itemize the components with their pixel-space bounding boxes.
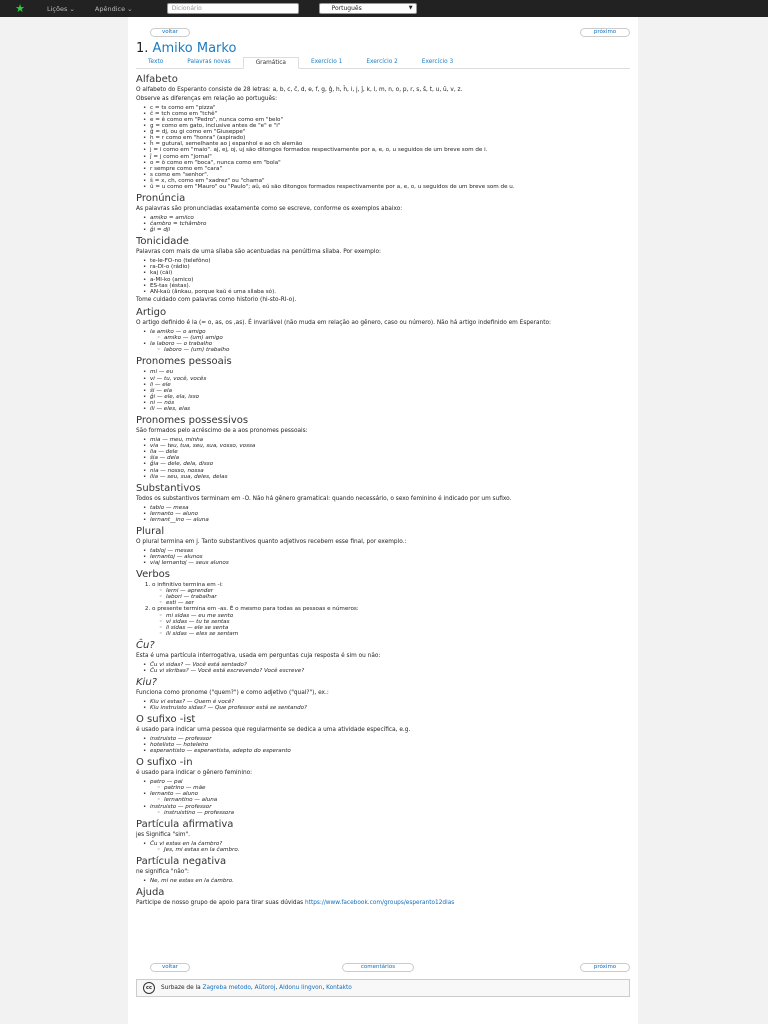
list-item: • lernanto — aluno bbox=[150, 511, 632, 517]
heading-verbos: Verbos bbox=[136, 569, 171, 581]
list-item: • AN-kaŭ (ânkau, porque kaŭ é uma sílaba só). bbox=[150, 289, 632, 295]
list-item: • ŝ = x, ch, como em "xadrez" ou "chama" bbox=[150, 178, 632, 184]
list-item: • esperantisto — esperantista, adepto do esperanto bbox=[150, 748, 632, 754]
afirmativa-text: jes Significa "sim". bbox=[136, 831, 190, 838]
list-item: • ĵ = j como em "jornal" bbox=[150, 154, 632, 160]
possessivos-list bbox=[150, 437, 632, 480]
heading-sufixo-in: O sufixo -in bbox=[136, 757, 193, 769]
sublist bbox=[164, 810, 632, 816]
pronuncia-text: As palavras são pronunciadas exatamente como se escreve, conforme os exemplos abaixo: bbox=[136, 206, 403, 213]
list-item: • hotelisto — hoteleiro bbox=[150, 742, 632, 748]
list-item-text: instruisto — professor bbox=[150, 803, 212, 810]
heading-particula-negativa: Partícula negativa bbox=[136, 855, 227, 867]
list-item: • Kiu instruisto sidas? — Que professor está se sentando? bbox=[150, 705, 632, 711]
list-item: • h = r como em "honra" (aspirado) bbox=[150, 135, 632, 141]
list-item: • o = ô como em "boca", nunca como em "bola" bbox=[150, 160, 632, 166]
top-navbar bbox=[0, 0, 768, 17]
list-item: • tablo — mesa bbox=[150, 505, 632, 511]
sublist bbox=[164, 847, 632, 853]
list-item bbox=[150, 341, 632, 353]
list-item: • ĉambro = tchâmbro bbox=[150, 221, 632, 227]
list-item: • ra-DI-o (rádio) bbox=[150, 264, 632, 270]
list-item bbox=[150, 779, 632, 791]
list-item: • ES-tas (éstas). bbox=[150, 283, 632, 289]
next-button-bottom[interactable]: próximo bbox=[580, 963, 630, 972]
list-item: ◦ lernantino — aluna bbox=[164, 797, 632, 803]
list-item: • ni — nós bbox=[150, 400, 632, 406]
back-button-bottom[interactable]: voltar bbox=[150, 963, 190, 972]
list-item-text: lernanto — aluno bbox=[150, 791, 199, 798]
menu-licoes[interactable]: Lições ⌄ bbox=[47, 4, 75, 13]
list-item: • ĝ = dj, ou gi como em "Giuseppe" bbox=[150, 129, 632, 135]
heading-alfabeto: Alfabeto bbox=[136, 74, 178, 85]
heading-cu: Ĉu? bbox=[136, 639, 155, 651]
kiu-text: Funciona como pronome ("quem?") e como adjetivo ("qual?"), ex.: bbox=[136, 690, 329, 696]
list-item: ◦ instruistino — professora bbox=[164, 810, 632, 816]
tab-texto[interactable]: Texto bbox=[148, 59, 164, 65]
ist-text: é usado para indicar uma pessoa que regularmente se dedica a uma atividade específica, e.g. bbox=[136, 727, 411, 734]
heading-tonicidade: Tonicidade bbox=[136, 236, 189, 248]
sublist bbox=[164, 347, 632, 353]
list-item: • ĉ = tch como em "tchê" bbox=[150, 111, 632, 117]
dictionary-input[interactable]: Dicionário bbox=[167, 3, 299, 14]
list-item: • mi — eu bbox=[150, 369, 632, 375]
alfabeto-intro: O alfabeto do Esperanto consiste de 28 letras: a, b, c, ĉ, d, e, f, g, ĝ, h, ĥ, i, j, ĵ, k, l, m, n, o, p, r, s, ŝ, t, u, ŭ, v, z. bbox=[136, 87, 463, 93]
list-item bbox=[152, 606, 632, 636]
list-item: • vi — tu, você, vocês bbox=[150, 376, 632, 382]
list-item bbox=[150, 791, 632, 803]
list-item bbox=[150, 804, 632, 816]
tab-exercicio-2[interactable]: Exercício 2 bbox=[366, 59, 398, 65]
cu-text: Esta é uma partícula interrogativa, usada em perguntas cuja resposta é sim ou não: bbox=[136, 652, 381, 659]
kiu-list bbox=[150, 699, 632, 711]
footer-bar: cc Surbaze de la Zagreba metodo , Aŭtoroj , Aldonu lingvon , Kontakto bbox=[136, 979, 630, 997]
list-item: • kaj (cái) bbox=[150, 270, 632, 276]
list-item: • ŭ = u como em "Mauro" ou "Paulo"; aŭ, eŭ são ditongos formados respectivamente por a, e, o, u seguidos de um breve som de u. bbox=[150, 184, 632, 190]
cu-list bbox=[150, 662, 632, 674]
list-item: • c = ts como em "pizza" bbox=[150, 105, 632, 111]
artigo-list bbox=[150, 329, 632, 353]
list-item: ◦ vi sidas — tu te sentas bbox=[166, 619, 632, 625]
list-item: • te-le-FO-no (telefôno) bbox=[150, 258, 632, 264]
list-item: ◦ amiko — (um) amigo bbox=[164, 335, 632, 341]
heading-pronomes-possessivos: Pronomes possessivos bbox=[136, 415, 249, 427]
tab-palavras-novas[interactable]: Palavras novas bbox=[187, 59, 231, 65]
chevron-down-icon: ▼ bbox=[408, 5, 413, 11]
sublist bbox=[166, 613, 632, 637]
list-item: • a-MI-ko (amico) bbox=[150, 277, 632, 283]
verbos-list bbox=[152, 582, 632, 637]
negativa-text: ne significa "não": bbox=[136, 868, 189, 875]
list-item: • Ĉu vi skribas? — Você está escrevendo? Você escreve? bbox=[150, 668, 632, 674]
comments-button[interactable]: comentários bbox=[342, 963, 414, 972]
heading-pronomes-pessoais: Pronomes pessoais bbox=[136, 356, 232, 368]
pronuncia-list bbox=[150, 215, 632, 233]
heading-sufixo-ist: O sufixo -ist bbox=[136, 714, 196, 726]
in-text: é usado para indicar o gênero feminino: bbox=[136, 770, 253, 777]
list-item-text: o infinitivo termina em -i: bbox=[152, 582, 223, 589]
list-item: • nia — nosso, nossa bbox=[150, 468, 632, 474]
tab-exercicio-3[interactable]: Exercício 3 bbox=[421, 59, 454, 65]
list-item: • mia — meu, minha bbox=[150, 437, 632, 443]
negativa-list bbox=[150, 878, 632, 884]
language-select[interactable] bbox=[319, 3, 417, 14]
substantivos-list bbox=[150, 505, 632, 523]
list-item: • ŝi — ela bbox=[150, 388, 632, 394]
artigo-text: O artigo definido é la (= o, as, os ,as). É invariável (não muda em relação ao gênero, caso ou número). Não há artigo indefinido em Esperanto: bbox=[136, 320, 551, 327]
menu-apendice[interactable]: Apêndice ⌄ bbox=[94, 4, 133, 13]
substantivos-text: Todos os substantivos terminam em -O. Não há gênero gramatical: quando necessário, o sexo feminino é indicado por um sufixo. bbox=[136, 495, 512, 502]
lesson-page bbox=[128, 17, 638, 1024]
list-item: • Ne, mi ne estas en la ĉambro. bbox=[150, 878, 632, 884]
heading-particula-afirmativa: Partícula afirmativa bbox=[136, 818, 234, 830]
list-item-text: Ĉu vi estas en la ĉambro? bbox=[150, 840, 223, 847]
in-list bbox=[150, 779, 632, 816]
list-item: • s como em "senhor". bbox=[150, 172, 632, 178]
back-button-top[interactable]: voltar bbox=[150, 28, 190, 37]
list-item: • ilia — seu, sua, deles, delas bbox=[150, 474, 632, 480]
link-kontakto[interactable]: Kontakto bbox=[326, 985, 352, 991]
heading-ajuda: Ajuda bbox=[136, 886, 165, 898]
ist-list bbox=[150, 736, 632, 754]
list-item-text: patro — pai bbox=[150, 779, 183, 786]
list-item bbox=[150, 329, 632, 341]
list-item: ◦ esti — ser bbox=[166, 600, 632, 606]
list-item: • ĝi = dji bbox=[150, 227, 632, 233]
heading-plural: Plural bbox=[136, 525, 165, 537]
list-item: ◦ li sidas — ele se senta bbox=[166, 625, 632, 631]
pronomes-list bbox=[150, 369, 632, 412]
afirmativa-list bbox=[150, 841, 632, 853]
list-item: • lernantoj — alunos bbox=[150, 554, 632, 560]
list-item: ◦ ili sidas — eles se sentam bbox=[166, 631, 632, 637]
list-item: • ĥ = gutural, semelhante ao j espanhol e ao ch alemão bbox=[150, 141, 632, 147]
list-item: ◦ lerni — aprender bbox=[166, 588, 632, 594]
sublist bbox=[166, 588, 632, 606]
list-item: • Kiu vi estas? — Quem é você? bbox=[150, 699, 632, 705]
ajuda-label: Participe de nosso grupo de apoio para tirar suas dúvidas bbox=[136, 899, 304, 906]
plural-text: O plural termina em j. Tanto substantivos quanto adjetivos recebem esse final, por exemplo.: bbox=[136, 538, 407, 545]
link-zagreba-metodo[interactable]: Zagreba metodo bbox=[202, 985, 251, 991]
next-button-top[interactable]: próximo bbox=[580, 28, 630, 37]
list-item: • via — teu, tua, seu, sua, vosso, vossa bbox=[150, 443, 632, 449]
list-item: • e = ê como em "Pedro", nunca como em "belo" bbox=[150, 117, 632, 123]
list-item-text: o presente termina em -as. É o mesmo para todas as pessoas e números: bbox=[152, 606, 359, 613]
link-aldonu-lingvon[interactable]: Aldonu lingvon bbox=[279, 985, 323, 991]
heading-artigo: Artigo bbox=[136, 307, 167, 319]
list-item: • viaj lernantoj — seus alunos bbox=[150, 560, 632, 566]
page-title bbox=[136, 41, 236, 56]
lesson-name: Amiko Marko bbox=[152, 41, 237, 56]
possessivos-text: São formados pelo acréscimo de a aos pronomes pessoais: bbox=[136, 428, 308, 435]
tab-gramatica[interactable]: Gramática bbox=[243, 57, 299, 69]
tonicidade-note: Tome cuidado com palavras como historio (hi-sto-RI-o). bbox=[136, 296, 297, 303]
list-item bbox=[150, 841, 632, 853]
list-item-text: la laboro — o trabalho bbox=[150, 341, 213, 348]
list-item: ◦ laboro — (um) trabalho bbox=[164, 347, 632, 353]
tab-exercicio-1[interactable]: Exercício 1 bbox=[310, 59, 343, 65]
list-item: • j = i como em "maio". aj, ej, oj, uj são ditongos formados respectivamente por a, e, o, u seguidos de um breve som de i. bbox=[150, 147, 632, 153]
link-autoroj[interactable]: Aŭtoroj bbox=[254, 985, 276, 991]
list-item: • lia — dele bbox=[150, 449, 632, 455]
tonicidade-list bbox=[150, 258, 632, 295]
list-item: • amiko = amiico bbox=[150, 215, 632, 221]
list-item: • instruisto — professor bbox=[150, 736, 632, 742]
creative-commons-icon: cc bbox=[143, 982, 155, 994]
list-item: ◦ patrino — mãe bbox=[164, 785, 632, 791]
heading-substantivos: Substantivos bbox=[136, 482, 201, 494]
list-item: • g = como em gato, inclusive antes de "e" e "i" bbox=[150, 123, 632, 129]
lesson-number: 1. bbox=[136, 41, 149, 56]
list-item: • lernant__ino — aluna bbox=[150, 517, 632, 523]
list-item: • r sempre como em "cara" bbox=[150, 166, 632, 172]
list-item: • ŝia — dela bbox=[150, 455, 632, 461]
list-item: ◦ mi sidas — eu me sento bbox=[166, 613, 632, 619]
grammar-content bbox=[136, 71, 632, 909]
alfabeto-diff: Observe as diferenças em relação ao português: bbox=[136, 95, 278, 102]
facebook-group-link[interactable]: https://www.facebook.com/groups/esperanto12dias bbox=[305, 899, 455, 906]
alfabeto-list bbox=[150, 105, 632, 190]
list-item: • tabloj — mesas bbox=[150, 548, 632, 554]
list-item: ◦ Jes, mi estas en la ĉambro. bbox=[164, 847, 632, 853]
list-item bbox=[152, 582, 632, 606]
ajuda-text bbox=[136, 900, 632, 907]
esperanto-star-icon[interactable]: ★ bbox=[15, 1, 25, 15]
list-item: • ili — eles, elas bbox=[150, 406, 632, 412]
list-item: • ĝi — ele, ela, isso bbox=[150, 394, 632, 400]
list-item: • li — ele bbox=[150, 382, 632, 388]
heading-pronuncia: Pronúncia bbox=[136, 193, 186, 205]
plural-list bbox=[150, 548, 632, 566]
heading-kiu: Kiu? bbox=[136, 677, 157, 688]
tonicidade-text: Palavras com mais de uma sílaba são acentuadas na penúltima sílaba. Por exemplo: bbox=[136, 249, 381, 256]
footer-prefix: Surbaze de la bbox=[161, 985, 201, 991]
list-item: • ĝia — dele, dela, disso bbox=[150, 461, 632, 467]
list-item: • Ĉu vi sidas? — Você está sentado? bbox=[150, 662, 632, 668]
list-item-text: la amiko — o amigo bbox=[150, 329, 206, 336]
language-value: Português bbox=[331, 5, 362, 12]
lesson-tabs bbox=[136, 57, 630, 69]
list-item: ◦ labori — trabalhar bbox=[166, 594, 632, 600]
